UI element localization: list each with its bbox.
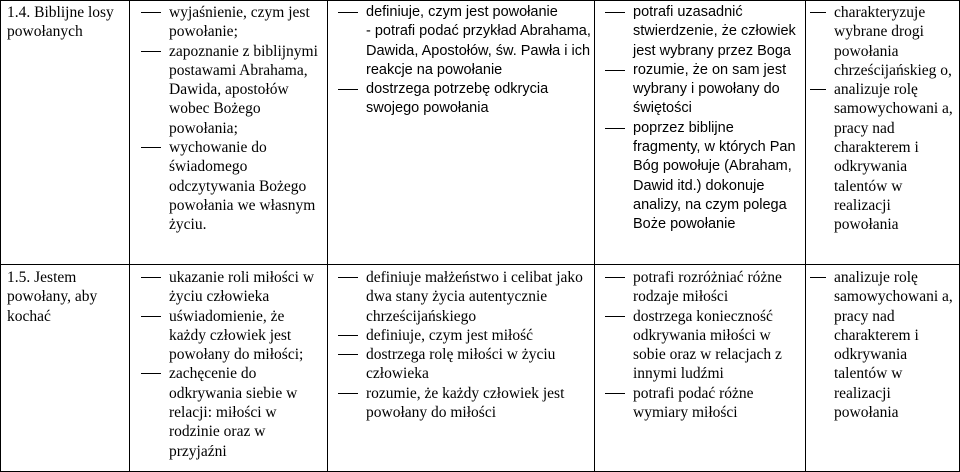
list-item-text: wychowanie do świadomego odczytywania Bożego powołania we własnym życiu. xyxy=(169,139,316,234)
table-border-top xyxy=(0,0,960,1)
list-item-text: potrafi rozróżniać różne rodzaje miłości xyxy=(633,269,782,306)
list-item xyxy=(808,3,958,80)
list-item xyxy=(330,268,592,326)
list-item-text: zachęcenie do odkrywania siebie w relacji: miłości w rodzinie oraz w przyjaźni xyxy=(169,365,298,460)
dash-bullet-icon xyxy=(605,316,625,317)
basic-requirements-cell xyxy=(330,268,592,422)
dash-bullet-icon xyxy=(141,277,161,278)
list-item xyxy=(597,384,803,423)
dash-bullet-icon xyxy=(141,147,161,148)
dash-bullet-icon xyxy=(810,277,826,278)
dash-bullet-icon xyxy=(605,12,625,13)
list-item-text: potrafi uzasadnić stwierdzenie, że człowiek jest wybrany przez Boga xyxy=(633,4,796,59)
list-item-text: rozumie, że każdy człowiek jest powołany do miłości xyxy=(366,384,565,422)
dash-bullet-icon xyxy=(338,393,358,394)
list-item-text: ukazanie roli miłości w życiu człowieka xyxy=(169,269,315,306)
list-item-text: uświadomienie, że każdy człowiek jest powołany do miłości; xyxy=(169,307,304,364)
list-item xyxy=(133,42,325,138)
list-item xyxy=(133,3,325,42)
list-item-text: poprzez biblijne fragmenty, w których Pan Bóg powołuje (Abraham, Dawid itd.) dokonuje analizy, na czym polega Boże powołanie xyxy=(633,119,796,233)
dash-bullet-icon xyxy=(605,277,625,278)
list-item-text: wyjaśnienie, czym jest powołanie; xyxy=(169,4,310,41)
dash-bullet-icon xyxy=(605,393,625,394)
list-item xyxy=(597,268,803,307)
objectives-cell xyxy=(133,3,325,235)
list-item-text: charakteryzuje wybrane drogi powołania chrześcijańskieg o, xyxy=(834,4,952,79)
dash-bullet-icon xyxy=(141,12,161,13)
list-item-text: dostrzega konieczność odkrywania miłości w sobie oraz w relacjach z innymi ludźmi xyxy=(633,307,782,383)
objectives-cell xyxy=(133,268,325,461)
list-item-text: potrafi podać różne wymiary miłości xyxy=(633,384,754,422)
column-divider xyxy=(594,0,595,472)
list-item-text: analizuje rolę samowychowani a, pracy nad charakterem i odkrywania talentów w realizacji powołania xyxy=(834,269,953,422)
list-item xyxy=(133,307,325,365)
list-item xyxy=(330,80,592,119)
dash-bullet-icon xyxy=(141,51,161,52)
list-item-text: dostrzega potrzebę odkrycia swojego powołania xyxy=(366,81,549,117)
list-item xyxy=(330,326,592,345)
dash-bullet-icon xyxy=(605,70,625,71)
dash-bullet-icon xyxy=(338,354,358,355)
dash-bullet-icon xyxy=(810,12,826,13)
list-item-text: zapoznanie z biblijnymi postawami Abrahama, Dawida, apostołów wobec Bożego powołania; xyxy=(169,42,318,137)
list-item-text: definiuje, czym jest miłość xyxy=(366,326,534,344)
topic-title: 1.4. Biblijne losy powołanych xyxy=(7,4,114,41)
dash-bullet-icon xyxy=(338,335,358,336)
list-item-text: dostrzega rolę miłości w życiu człowieka xyxy=(366,346,556,383)
list-item xyxy=(597,119,803,235)
dash-bullet-icon xyxy=(141,316,161,317)
dash-bullet-icon xyxy=(338,12,358,13)
list-item xyxy=(597,3,803,61)
column-divider xyxy=(327,0,328,472)
list-item-text: rozumie, że on sam jest wybrany i powołany do świętości xyxy=(633,61,787,117)
list-item xyxy=(330,345,592,384)
dash-bullet-icon xyxy=(810,89,826,90)
list-item-text: - potrafi podać przykład Abrahama, Dawida, Apostołów, św. Pawła i ich reakcje na powołanie xyxy=(366,23,591,78)
table-border-left xyxy=(0,0,1,472)
column-divider xyxy=(805,0,806,472)
list-item xyxy=(597,61,803,119)
list-item xyxy=(330,22,592,80)
dash-bullet-icon xyxy=(338,89,358,90)
topic-title: 1.5. Jestem powołany, aby kochać xyxy=(7,269,98,325)
row-divider xyxy=(0,264,960,265)
list-item-text: analizuje rolę samowychowani a, pracy nad charakterem i odkrywania talentów w realizacji powołania xyxy=(834,81,953,234)
dash-bullet-icon xyxy=(141,373,161,374)
outstanding-requirements-cell xyxy=(808,268,958,422)
extended-requirements-cell xyxy=(597,3,803,235)
list-item-text: definiuje, czym jest powołanie xyxy=(366,4,558,20)
extended-requirements-cell xyxy=(597,268,803,422)
list-item xyxy=(133,364,325,460)
list-item xyxy=(330,384,592,423)
list-item xyxy=(597,307,803,384)
list-item xyxy=(330,3,592,22)
list-item xyxy=(133,138,325,234)
dash-bullet-icon xyxy=(605,128,625,129)
list-item xyxy=(133,268,325,307)
dash-bullet-icon xyxy=(338,277,358,278)
column-divider xyxy=(129,0,130,472)
outstanding-requirements-cell xyxy=(808,3,958,235)
list-item-text: definiuje małżeństwo i celibat jako dwa stany życia autentycznie chrześcijańskiego xyxy=(366,269,583,325)
basic-requirements-cell xyxy=(330,3,592,119)
topic-cell xyxy=(7,268,127,326)
topic-cell xyxy=(7,3,127,42)
list-item xyxy=(808,268,958,422)
list-item xyxy=(808,80,958,234)
